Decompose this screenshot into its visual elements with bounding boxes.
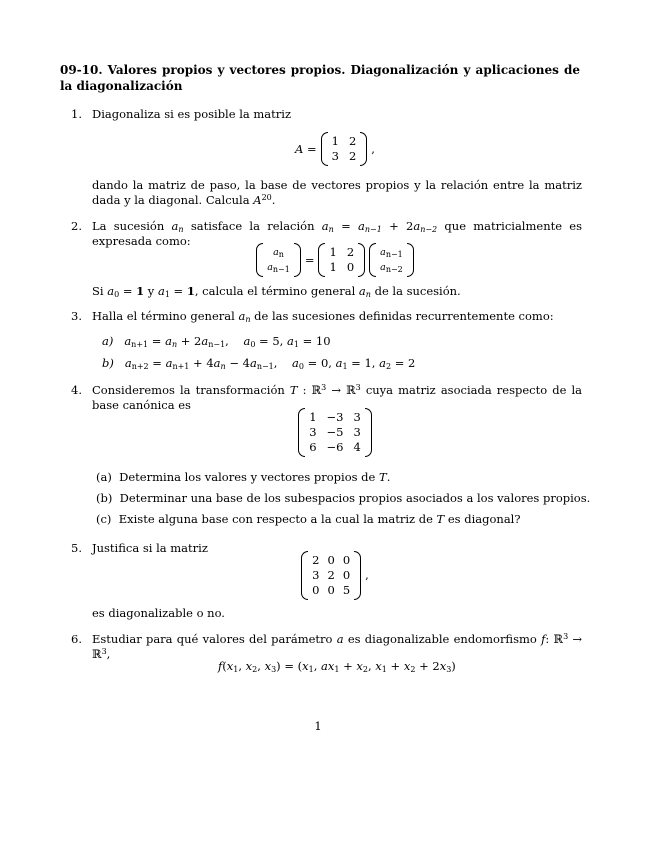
matrix-a-label: A = bbox=[295, 141, 317, 156]
problem-2-matrix-equation: $a_n$ $a_{n-1}$ = 1 2 1 0 $a_{n-1}$ $a_{n-2}$ bbox=[210, 243, 460, 277]
problem-5-followup: es diagonalizable o no. bbox=[92, 606, 225, 620]
transformation-matrix-cell: −5 bbox=[326, 425, 344, 439]
matrix-a-cells bbox=[328, 132, 361, 166]
problem-4-matrix bbox=[280, 408, 390, 457]
problem-5-matrix-cell: 5 bbox=[342, 583, 351, 597]
problem-2-initial-conditions: Si $a_0 = 1$ y $a_1 = 1$, calcula el término general $a_n$ de la sucesión. bbox=[92, 284, 461, 299]
page-number: 1 bbox=[314, 719, 322, 733]
problem-3-item-a: a) $a_{n+1} = a_n + 2a_{n-1}$, $a_0 = 5$, $a_1 = 10$ bbox=[102, 334, 331, 349]
problem-6-text: Estudiar para qué valores del parámetro a es diagonalizable endomorfismo f: ℝ$^3$ → ℝ$^3$, bbox=[92, 632, 583, 661]
problem-6-number: 6. bbox=[71, 632, 82, 646]
problem-4-text: Consideremos la transformación T : ℝ$^3$ → ℝ$^3$ cuya matriz asociada respecto de la base canónica es bbox=[92, 383, 583, 412]
problem-3-text: Halla el término general $a_n$ de las sucesiones definidas recurrentemente como: bbox=[92, 309, 554, 324]
problem-4-item-c: (c) Existe alguna base con respecto a la cual la matriz de T es diagonal? bbox=[96, 512, 521, 526]
transformation-matrix-cell: −3 bbox=[326, 410, 344, 424]
transformation-matrix-cell: −6 bbox=[326, 440, 344, 454]
recurrence-matrix bbox=[318, 243, 365, 277]
problem-3-number: 3. bbox=[71, 309, 82, 323]
problem-4-item-a: (a) Determina los valores y vectores propios de T. bbox=[96, 470, 391, 484]
problem-4-item-b: (b) Determinar una base de los subespacios propios asociados a los valores propios. bbox=[96, 491, 591, 505]
problem-2-text: La sucesión $a_n$ satisface la relación $a_n = a_{n-1} + 2a_{n-2}$ que matricialmente es expresada como: bbox=[92, 219, 583, 248]
recurrence-matrix-cell: 2 bbox=[346, 245, 355, 259]
problem-5-matrix-cell: 0 bbox=[342, 553, 351, 567]
problem-6-formula: $f(x_1$, $x_2$, $x_3) = (x_1$, $ax_1 + x_2$, $x_1 + x_2 + 2x_3$) bbox=[218, 659, 456, 674]
matrix-a-cell: 3 bbox=[331, 149, 339, 163]
matrix-a-cell: 2 bbox=[348, 134, 357, 148]
problem-5-matrix-cell: 3 bbox=[312, 568, 320, 582]
transformation-matrix-cell: 3 bbox=[353, 410, 361, 424]
problem-4-number: 4. bbox=[71, 383, 82, 397]
problem-5-number: 5. bbox=[71, 541, 82, 555]
transformation-matrix-cell: 3 bbox=[353, 425, 361, 439]
problem-1-matrix-equation: A = 1 2 3 2 , bbox=[260, 132, 410, 166]
recurrence-matrix-cell: 0 bbox=[346, 260, 355, 274]
problem-1-number: 1. bbox=[71, 107, 82, 121]
problem-5-matrix-cell: 0 bbox=[327, 553, 335, 567]
problem-3-item-b: b) $a_{n+2} = a_{n+1} + 4a_n - 4a_{n-1}$, $a_0 = 0$, $a_1 = 1$, $a_2 = 2$ bbox=[102, 356, 416, 371]
problem-5-matrix-cell: 0 bbox=[327, 583, 335, 597]
sequence-vector-n-1: $a_{n-1}$ $a_{n-2}$ bbox=[369, 243, 414, 277]
problem-5-text: Justifica si la matriz bbox=[92, 541, 208, 555]
transformation-matrix-cell: 6 bbox=[309, 440, 317, 454]
recurrence-matrix-cell: 1 bbox=[329, 260, 337, 274]
matrix-a-cell: 2 bbox=[348, 149, 357, 163]
problem-1-followup: dando la matriz de paso, la base de vectores propios y la relación entre la matriz dada y la diagonal. Calcula $A^{20}$. bbox=[92, 178, 582, 207]
problem-5-matrix-cell: 0 bbox=[342, 568, 351, 582]
problem-1-text: Diagonaliza si es posible la matriz bbox=[92, 107, 291, 121]
problem-5-matrix-cell: 2 bbox=[327, 568, 335, 582]
matrix-a bbox=[321, 132, 368, 166]
recurrence-matrix-cell: 1 bbox=[329, 245, 337, 259]
problem-2-number: 2. bbox=[71, 219, 82, 233]
sequence-vector-n: $a_n$ $a_{n-1}$ bbox=[256, 243, 301, 277]
transformation-matrix-cell: 4 bbox=[353, 440, 361, 454]
problem-5-matrix-cell: 0 bbox=[312, 583, 320, 597]
matrix-a-cell: 1 bbox=[331, 134, 339, 148]
transformation-matrix-cell: 3 bbox=[309, 425, 317, 439]
problem-5-matrix-cell: 2 bbox=[312, 553, 320, 567]
page-title: 09-10. Valores propios y vectores propios. Diagonalización y aplicaciones de la diagonalización bbox=[60, 63, 580, 93]
transformation-matrix-cell: 1 bbox=[309, 410, 317, 424]
problem-5-matrix: 2 0 0 3 2 0 0 0 5 , bbox=[295, 551, 375, 600]
